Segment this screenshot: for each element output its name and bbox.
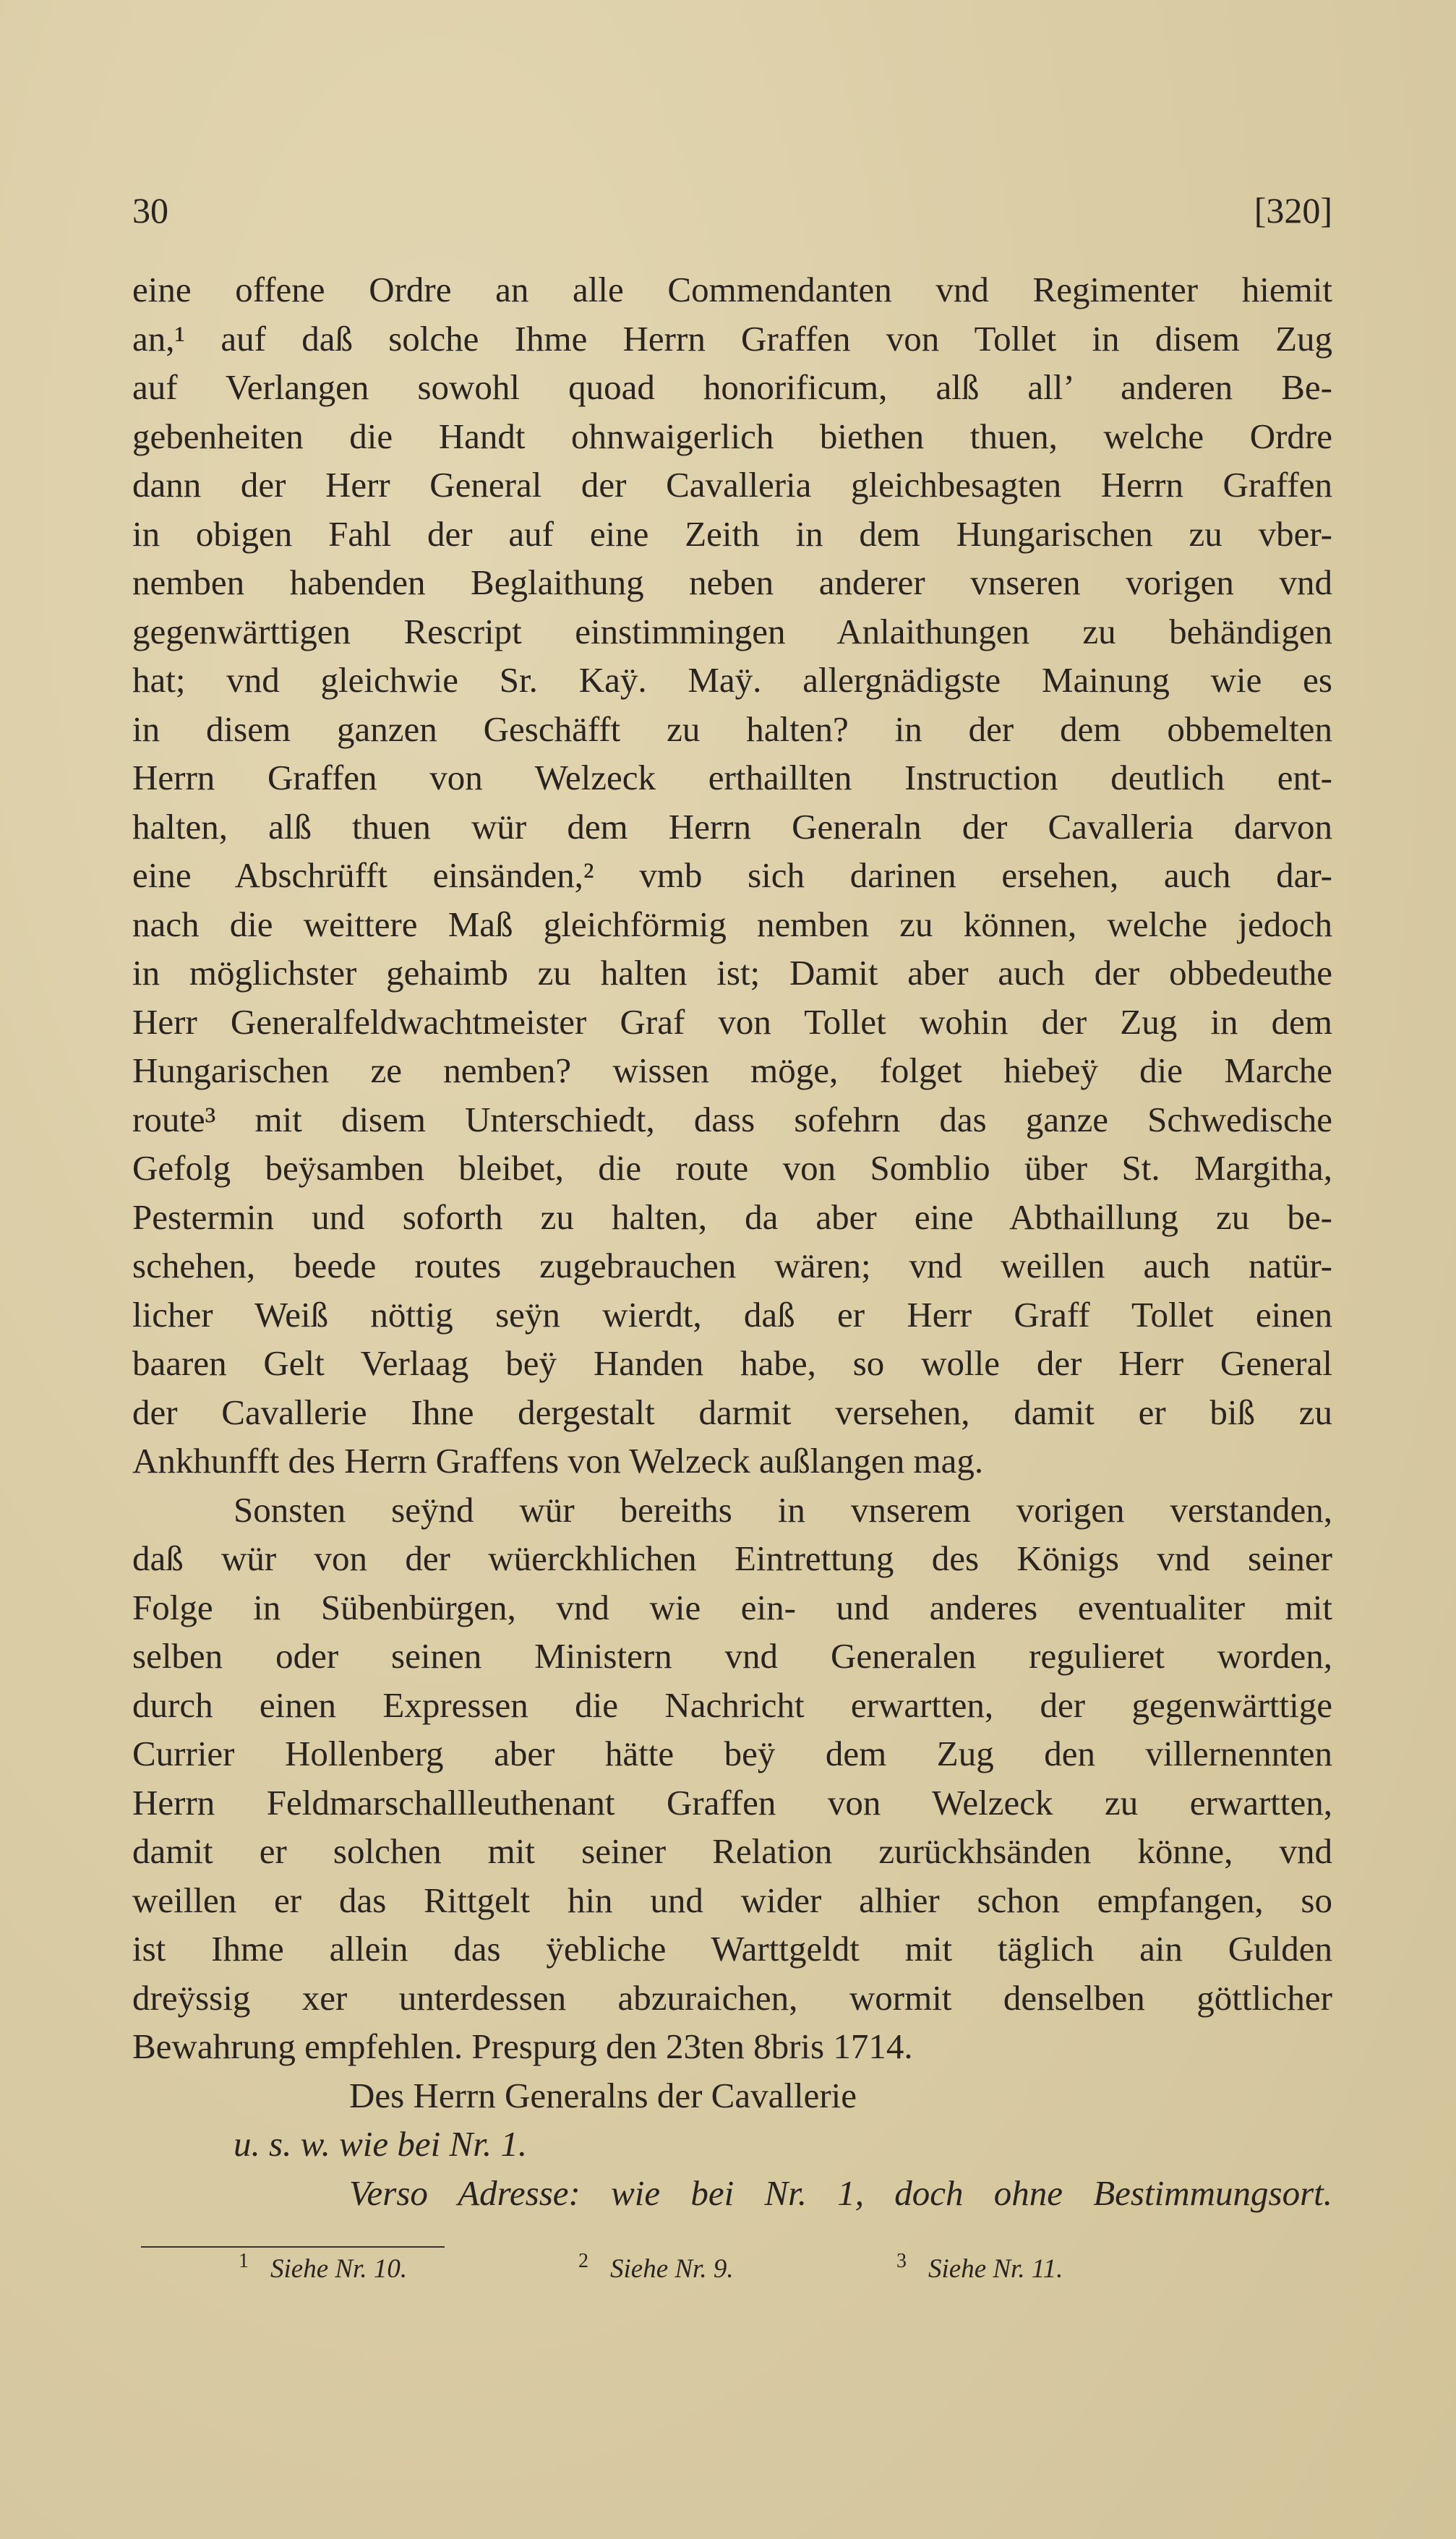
text-line-date: Bewahrung empfehlen. Prespurg den 23ten 8bris 1714. [132,2026,913,2066]
footnote-text: Siehe Nr. 10. [270,2254,408,2284]
text-line: ist Ihme allein das ÿebliche Warttgeldt mit täglich ain Gulden [132,1929,1332,1969]
text-line: Herr Generalfeldwachtmeister Graf von Tollet wohin der Zug in dem [132,1001,1332,1042]
text-line: gegenwärttigen Rescript einstimmingen Anlaithungen zu behändigen [132,611,1332,651]
text-line: weillen er das Rittgelt hin und wider alhier schon empfangen, so [132,1880,1332,1920]
footnote-divider [141,2246,445,2248]
text-line: Gefolg beÿsamben bleibet, die route von Somblio über St. Margitha, [132,1148,1332,1188]
text-line: halten, alß thuen wür dem Herrn Generaln der Cavalleria darvon [132,806,1332,847]
text-line: damit er solchen mit seiner Relation zurückhsänden könne, vnd [132,1831,1332,1871]
text-line: Hungarischen ze nemben? wissen möge, folget hiebeÿ die Marche [132,1050,1332,1090]
text-line: schehen, beede routes zugebrauchen wären; vnd weillen auch natür- [132,1246,1332,1285]
text-line: dann der Herr General der Cavalleria gleichbesagten Herrn Graffen [132,465,1332,505]
text-line: Sonsten seÿnd wür bereiths in vnserem vorigen verstanden, [234,1489,1332,1530]
text-line: baaren Gelt Verlaag beÿ Handen habe, so wolle der Herr General [132,1343,1332,1383]
text-line: Folge in Sübenbürgen, vnd wie ein- und anderes eventualiter mit [132,1587,1332,1627]
text-line: auf Verlangen sowohl quoad honorificum, alß all’ anderen Be- [132,367,1332,407]
text-line: Ankhunfft des Herrn Graffens von Welzeck außlangen mag. [132,1441,984,1481]
footnote-mark: 3 [896,2250,907,2272]
text-line: in obigen Fahl der auf eine Zeith in dem Hungarischen zu vber- [132,513,1332,554]
footnote-3 [896,2250,1063,2285]
text-line: hat; vnd gleichwie Sr. Kaÿ. Maÿ. allergnädigste Mainung wie es [132,660,1332,700]
closing-salutation: Des Herrn Generalns der Cavallerie [349,2075,857,2115]
text-line: Herrn Graffen von Welzeck erthaillten Instruction deutlich ent- [132,758,1332,797]
text-line: durch einen Expressen die Nachricht erwartten, der gegenwärttige [132,1684,1332,1725]
text-line: Herrn Feldmarschallleuthenant Graffen von Welzeck zu erwartten, [132,1782,1332,1823]
footnotes [239,2250,1178,2297]
footnote-text: Siehe Nr. 9. [610,2254,734,2284]
body-text [132,265,1332,2217]
footnote-mark: 2 [578,2250,588,2272]
text-line: selben oder seinen Ministern vnd Generalen regulieret worden, [132,1636,1332,1676]
text-line: nemben habenden Beglaithung neben anderer vnseren vorigen vnd [132,562,1332,602]
text-line: route³ mit disem Unterschiedt, dass sofehrn das ganze Schwedische [132,1099,1332,1139]
text-line: in möglichster gehaimb zu halten ist; Damit aber auch der obbedeuthe [132,953,1332,993]
text-line: nach die weittere Maß gleichförmig nemben zu können, welche jedoch [132,904,1332,944]
text-line: daß wür von der wüerckhlichen Eintrettung des Königs vnd seiner [132,1538,1332,1578]
footnote-1 [239,2250,408,2285]
footnote-mark: 1 [239,2250,249,2272]
text-line: dreÿssig xer unterdessen abzuraichen, wormit denselben göttlicher [132,1977,1332,2018]
text-line: in disem ganzen Geschäfft zu halten? in der dem obbemelten [132,708,1332,749]
text-line: eine Abschrüfft einsänden,² vmb sich darinen ersehen, auch dar- [132,855,1332,895]
text-line: eine offene Ordre an alle Commendanten vnd Regimenter hiemit [132,270,1332,309]
page-header [132,189,1332,240]
text-line: der Cavallerie Ihne dergestalt darmit versehen, damit er biß zu [132,1392,1332,1432]
text-line: licher Weiß nöttig seÿn wierdt, daß er Herr Graff Tollet einen [132,1294,1332,1335]
text-line: Pestermin und soforth zu halten, da aber eine Abthaillung zu be- [132,1196,1332,1237]
footnote-2 [578,2250,734,2285]
text-line: Currier Hollenberg aber hätte beÿ dem Zug den villernennten [132,1734,1332,1773]
verso-address-note: Verso Adresse: wie bei Nr. 1, doch ohne Bestimmungsort. [349,2172,1332,2213]
text-line: an,¹ auf daß solche Ihme Herrn Graffen von Tollet in disem Zug [132,318,1332,359]
original-page-number: [320] [1254,190,1332,231]
page-number: 30 [132,190,168,231]
closing-reference: u. s. w. wie bei Nr. 1. [234,2124,528,2164]
text-line: gebenheiten die Handt ohnwaigerlich biethen thuen, welche Ordre [132,416,1332,456]
footnote-text: Siehe Nr. 11. [928,2254,1063,2284]
